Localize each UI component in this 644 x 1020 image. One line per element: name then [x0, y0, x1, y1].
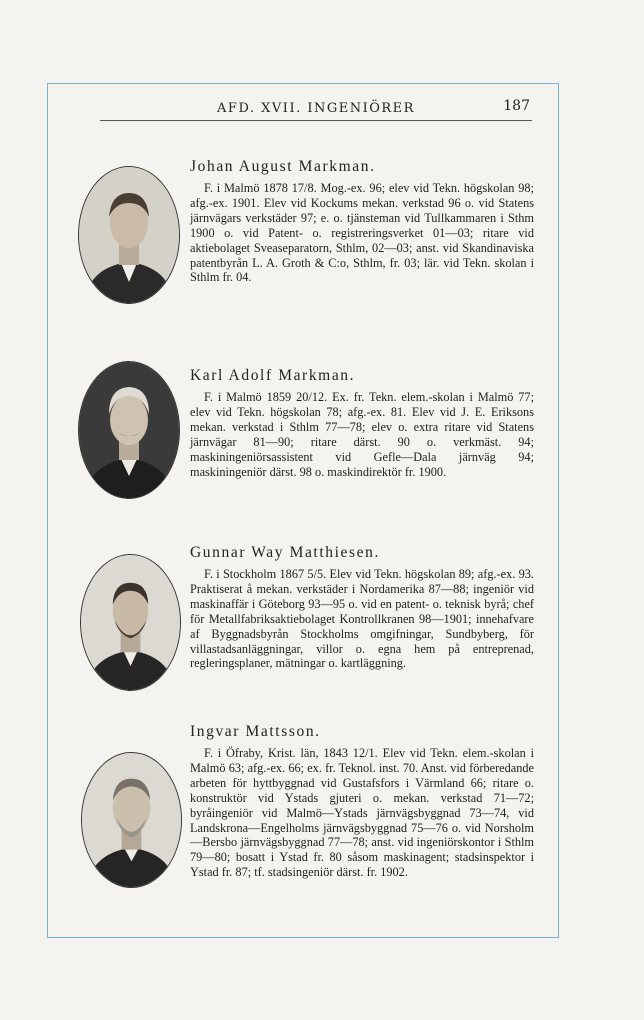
header-rule — [100, 120, 532, 121]
person-name: Ingvar Mattsson. — [190, 723, 321, 740]
portrait-gunnar-way-matthiesen — [80, 554, 181, 691]
person-biography: F. i Malmö 1859 20/12. Ex. fr. Tekn. elem.-skolan i Malmö 77; elev vid Tekn. högskolan 78; afg.-ex. 81. Elev vid J. E. Eriksons mekan. verkstad i Sthlm 77—78; elev o. extra ritare vid Statens järnvägar 81—90; ritare därst. 90 o. verkmäst. 94; maskiningeniörsassistent vid Gefle—Dala järnväg 94; maskiningeniör därst. 98 o. maskindirektör fr. 1900. — [190, 390, 534, 479]
entry-johan-august-markman — [190, 157, 534, 285]
running-header — [100, 98, 532, 120]
portrait-ingvar-mattsson — [81, 752, 182, 888]
person-biography: F. i Malmö 1878 17/8. Mog.-ex. 96; elev vid Tekn. högskolan 98; afg.-ex. 1901. Elev vid Kockums mekan. verkstad 96 o. vid Statens järnvägars verkstäder 97; e. o. tjänsteman vid Tullkammaren i Sthm 1900 o. vid Patent- o. registreringsverket 01—03; ritare vid aktiebolaget Sveaseparatorn, Sthlm, 02—03; anst. vid Skandinaviska patentbyrån L. A. Groth & C:o, Sthlm, fr. 03; lär. vid Tekn. skolan i Sthlm fr. 04. — [190, 181, 534, 285]
portrait-karl-adolf-markman — [78, 361, 180, 499]
person-biography: F. i Stockholm 1867 5/5. Elev vid Tekn. högskolan 89; afg.-ex. 93. Praktiserat å mekan. verkstäder i Nordamerika 87—88; ingeniör vid maskinaffär i Göteborg 93—95 o. vid en patent- o. teknisk byrå; chef för Metallfabriksaktiebolaget Kontrollkranen 98—1901; innehafvare af Byggnadsbyrån Stockholms omgifningar, Sundbyberg, för villastadsanläggningar, villor o. egna hem på entreprenad, regleringsplaner, mätningar o. kartläggning. — [190, 567, 534, 671]
person-name: Johan August Markman. — [190, 158, 376, 175]
entry-gunnar-way-matthiesen — [190, 543, 534, 671]
section-title: AFD. XVII. INGENIÖRER — [217, 101, 415, 116]
page-number: 187 — [503, 98, 530, 114]
person-name: Gunnar Way Matthiesen. — [190, 544, 380, 561]
entry-karl-adolf-markman — [190, 366, 534, 479]
person-name: Karl Adolf Markman. — [190, 367, 356, 384]
entry-ingvar-mattsson — [190, 722, 534, 880]
portrait-johan-august-markman — [78, 166, 180, 304]
person-biography: F. i Öfraby, Krist. län, 1843 12/1. Elev vid Tekn. elem.-skolan i Malmö 63; afg.-ex. 66; ex. fr. Teknol. inst. 70. Anst. vid förberedande arbeten för hyttbyggnad vid Gustafsfors i Värmland 66; ritare o. konstruktör vid Ystads gjuteri o. mekan. verkstad 71—72; byråingeniör vid Malmö—Ystads järnvägsbyggnad 73—74, vid Landskrona—Engelholms järnvägsbyggnad 75—76 o. vid Norsholm—Bersbo järnvägsbyggnad 77—78; anst. vid ingeniörskontor i Sthlm 79—80; bosatt i Ystad fr. 80 såsom maskinagent; stadsinspektor i Ystad fr. 87; tf. stadsingeniör därst. fr. 1902. — [190, 746, 534, 880]
